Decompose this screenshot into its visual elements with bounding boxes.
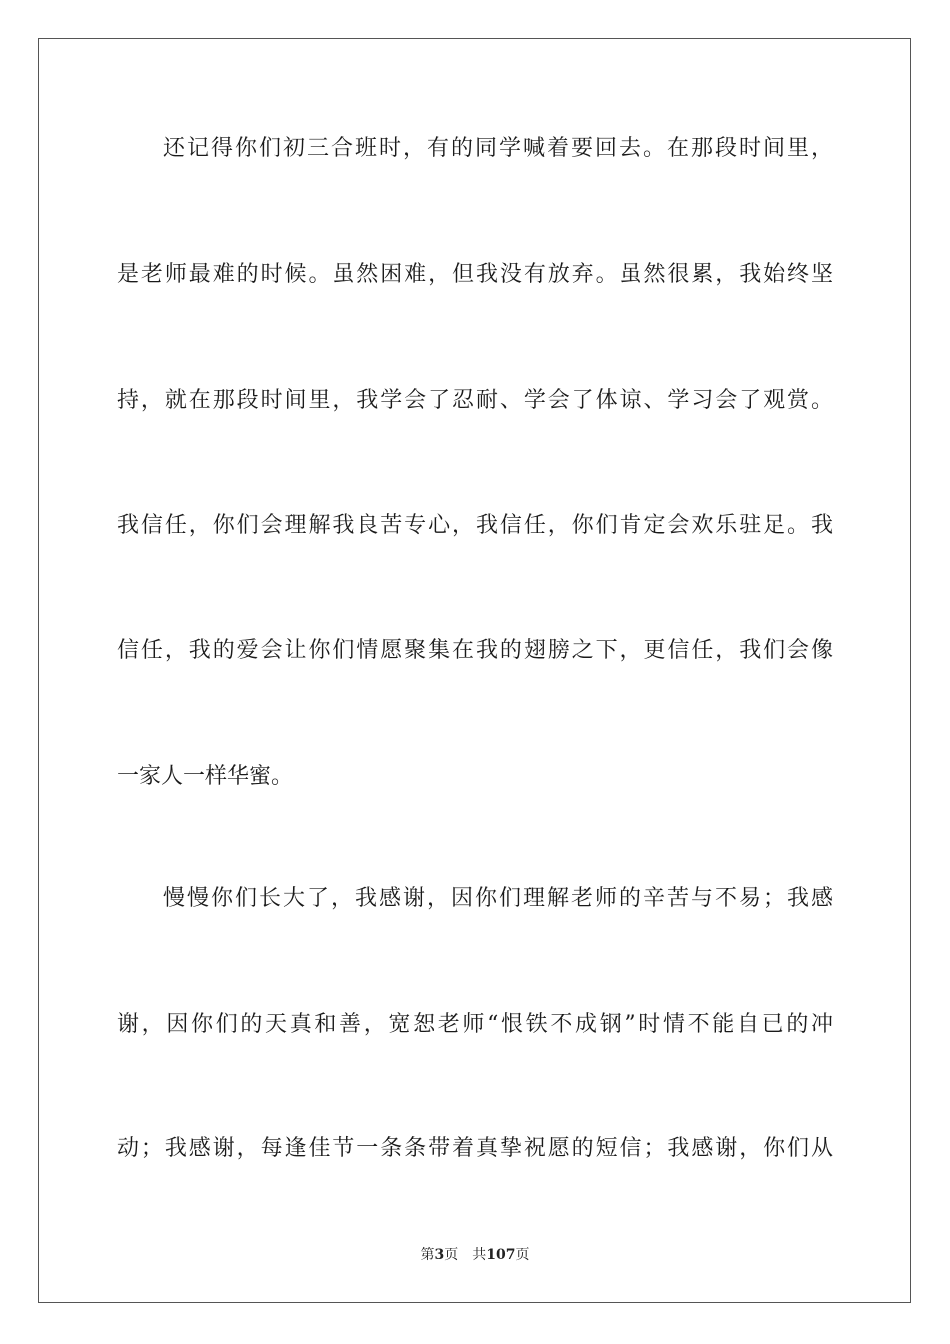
total-suffix: 页: [515, 1247, 530, 1263]
page-footer: [0, 1245, 950, 1265]
paragraph-1-line-5: 信任，我的爱会让你们情愿聚集在我的翅膀之下，更信任，我们会像: [117, 638, 833, 663]
total-pages: 107: [486, 1247, 516, 1263]
paragraph-1-line-1: 还记得你们初三合班时，有的同学喊着要回去。在那段时间里，: [163, 136, 833, 161]
paragraph-1-line-3: 持，就在那段时间里，我学会了忍耐、学会了体谅、学习会了观赏。: [117, 388, 833, 413]
paragraph-1-line-2: 是老师最难的时候。虽然困难，但我没有放弃。虽然很累，我始终坚: [117, 262, 833, 287]
page-border: [38, 38, 911, 1303]
page-prefix: 第: [420, 1247, 435, 1263]
paragraph-2-line-2: 谢，因你们的天真和善，宽恕老师“恨铁不成钢”时情不能自已的冲: [117, 1012, 833, 1037]
paragraph-2-line-1: 慢慢你们长大了，我感谢，因你们理解老师的辛苦与不易；我感: [163, 886, 833, 911]
paragraph-1-line-4: 我信任，你们会理解我良苦专心，我信任，你们肯定会欢乐驻足。我: [117, 513, 833, 538]
total-prefix: 共: [472, 1247, 487, 1263]
page-suffix: 页: [444, 1247, 459, 1263]
page-number: 3: [434, 1247, 445, 1263]
paragraph-2-line-3: 动；我感谢，每逢佳节一条条带着真挚祝愿的短信；我感谢，你们从: [117, 1136, 833, 1161]
paragraph-1-line-6: 一家人一样华蜜。: [117, 764, 294, 789]
